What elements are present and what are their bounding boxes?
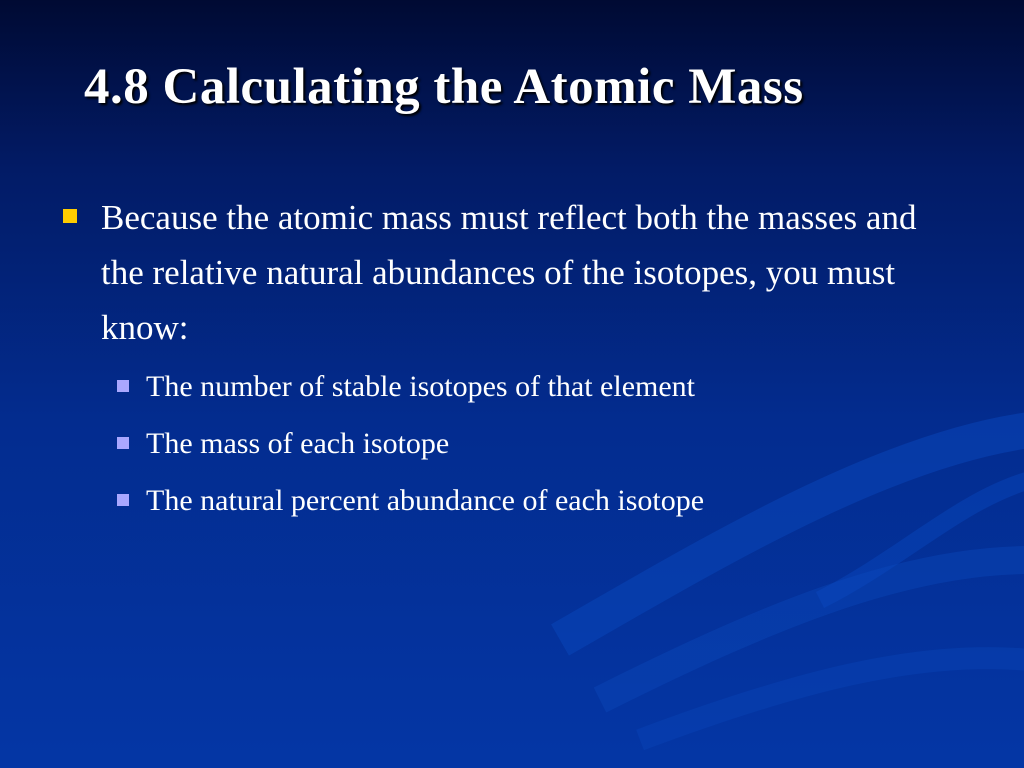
square-bullet-icon xyxy=(117,437,129,449)
sub-bullet xyxy=(58,415,958,472)
sub-bullet-list xyxy=(58,358,958,529)
square-bullet-icon xyxy=(117,494,129,506)
sub-bullet xyxy=(58,358,958,415)
sub-bullet-text: The natural percent abundance of each isotope xyxy=(146,484,705,517)
main-bullet xyxy=(58,190,951,355)
sub-bullet xyxy=(58,472,958,529)
square-bullet-icon xyxy=(117,380,129,392)
sub-bullet-text: The number of stable isotopes of that element xyxy=(146,370,696,403)
slide-title: 4.8 Calculating the Atomic Mass xyxy=(84,59,804,115)
sub-bullet-text: The mass of each isotope xyxy=(146,427,450,460)
main-bullet-text: Because the atomic mass must reflect both the masses and the relative natural abundances of the isotopes, you must know: xyxy=(101,198,917,347)
square-bullet-icon xyxy=(63,209,77,223)
slide-content xyxy=(58,190,958,529)
